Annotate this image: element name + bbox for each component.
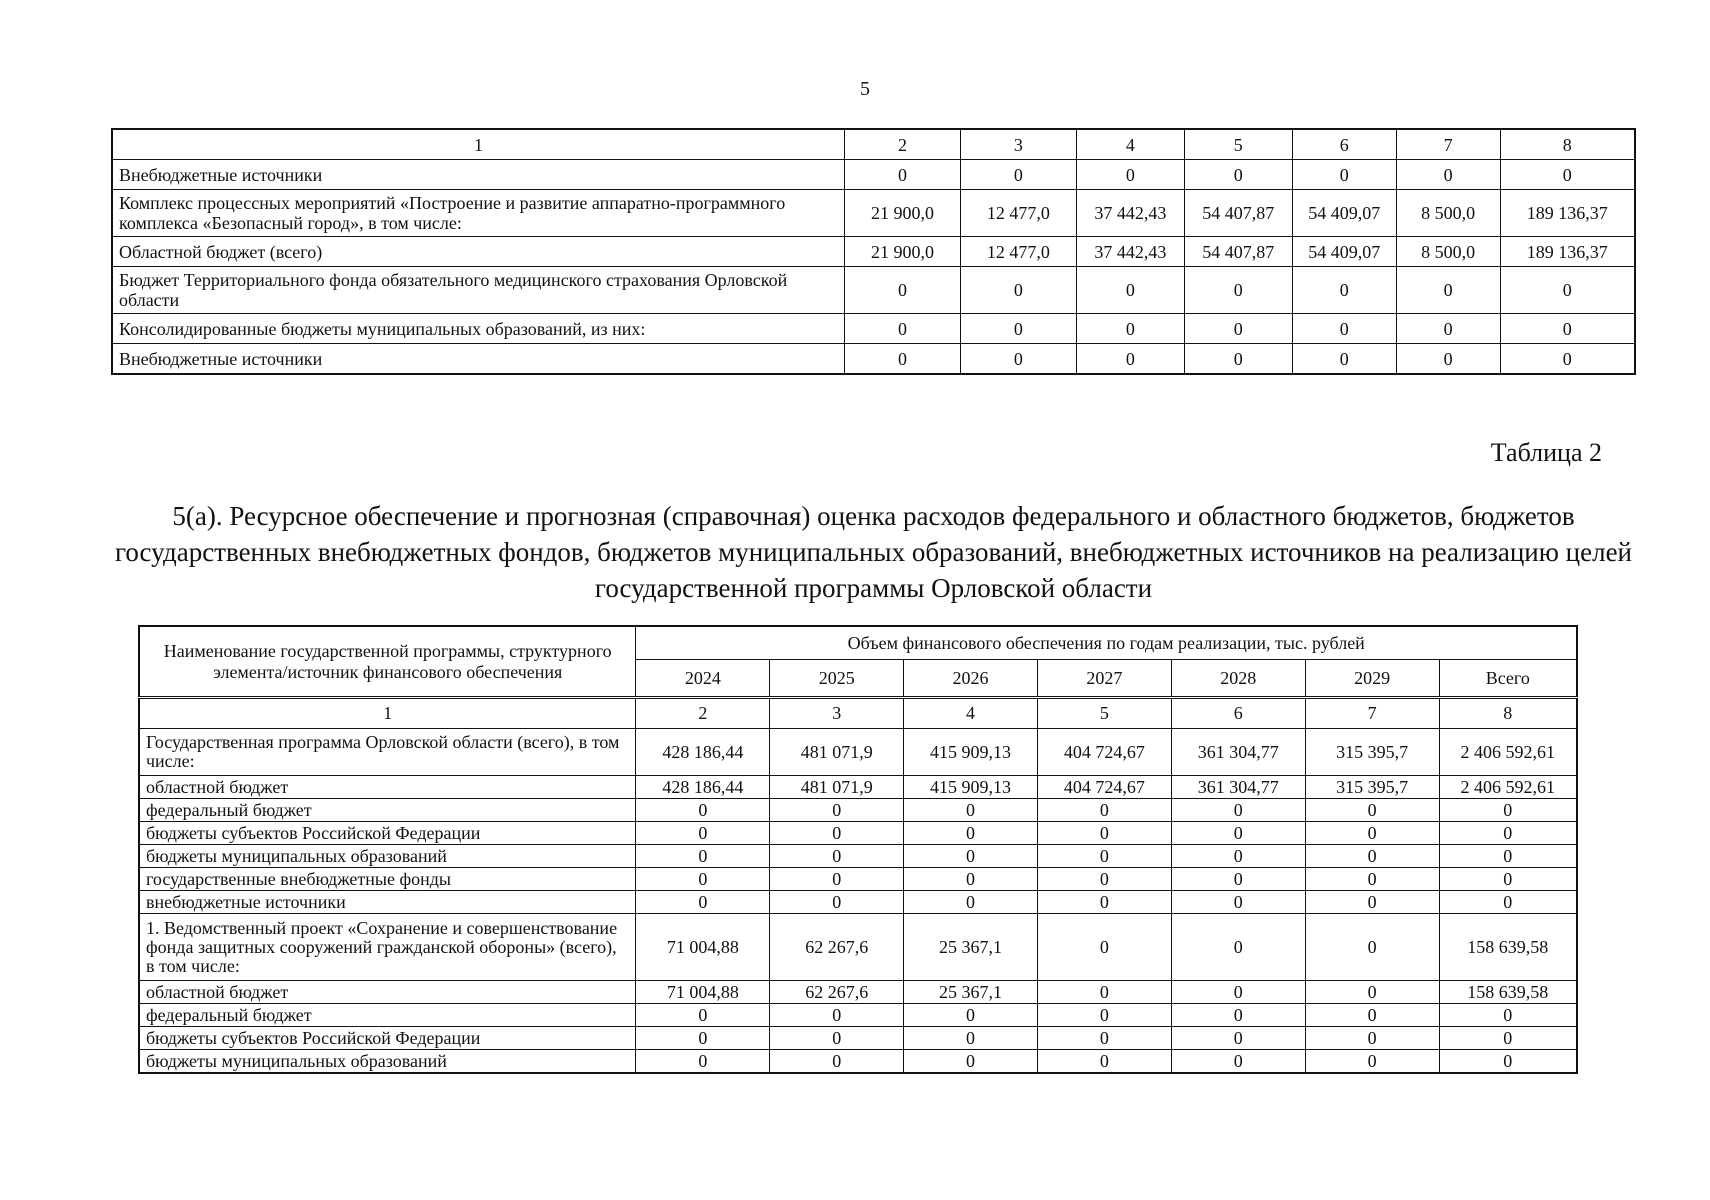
row-label: государственные внебюджетные фонды xyxy=(139,868,636,891)
cell-value: 404 724,67 xyxy=(1037,729,1171,776)
cell-value: 0 xyxy=(1439,1027,1577,1050)
cell-value: 8 500,0 xyxy=(1396,237,1500,267)
cell-value: 0 xyxy=(1396,314,1500,344)
cell-value: 481 071,9 xyxy=(770,776,904,799)
row-label: Внебюджетные источники xyxy=(112,160,845,190)
year-header: 2024 xyxy=(636,660,770,698)
row-label: федеральный бюджет xyxy=(139,799,636,822)
table-row xyxy=(112,314,1635,344)
row-label: бюджеты муниципальных образований xyxy=(139,1050,636,1074)
cell-value: 0 xyxy=(1500,314,1635,344)
table-row xyxy=(112,344,1635,375)
cell-value: 0 xyxy=(636,891,770,914)
cell-value: 0 xyxy=(904,868,1038,891)
cell-value: 21 900,0 xyxy=(845,237,961,267)
table-row xyxy=(139,1004,1577,1027)
cell-value: 0 xyxy=(1171,1004,1305,1027)
cell-value: 0 xyxy=(636,845,770,868)
cell-value: 8 500,0 xyxy=(1396,190,1500,237)
cell-value: 0 xyxy=(1171,822,1305,845)
cell-value: 428 186,44 xyxy=(636,776,770,799)
cell-value: 361 304,77 xyxy=(1171,776,1305,799)
cell-value: 0 xyxy=(904,891,1038,914)
row-label: федеральный бюджет xyxy=(139,1004,636,1027)
cell-value: 0 xyxy=(1076,344,1184,375)
cell-value: 0 xyxy=(1396,344,1500,375)
row-label: областной бюджет xyxy=(139,981,636,1004)
column-index: 4 xyxy=(904,698,1038,729)
cell-value: 0 xyxy=(1184,267,1292,314)
column-index: 3 xyxy=(770,698,904,729)
volume-header: Объем финансового обеспечения по годам реализации, тыс. рублей xyxy=(636,626,1577,660)
cell-value: 0 xyxy=(1439,868,1577,891)
cell-value: 415 909,13 xyxy=(904,729,1038,776)
cell-value: 2 406 592,61 xyxy=(1439,776,1577,799)
year-header: 2026 xyxy=(904,660,1038,698)
cell-value: 0 xyxy=(1171,868,1305,891)
cell-value: 0 xyxy=(1396,267,1500,314)
cell-value: 0 xyxy=(1037,1004,1171,1027)
cell-value: 71 004,88 xyxy=(636,981,770,1004)
row-label: бюджеты субъектов Российской Федерации xyxy=(139,822,636,845)
cell-value: 0 xyxy=(1305,868,1439,891)
column-index: 7 xyxy=(1396,129,1500,160)
table-row xyxy=(112,267,1635,314)
cell-value: 0 xyxy=(1037,845,1171,868)
row-label: Государственная программа Орловской области (всего), в том числе: xyxy=(139,729,636,776)
cell-value: 0 xyxy=(636,1004,770,1027)
column-index: 3 xyxy=(960,129,1076,160)
cell-value: 158 639,58 xyxy=(1439,981,1577,1004)
cell-value: 0 xyxy=(960,267,1076,314)
table-row xyxy=(139,891,1577,914)
column-index: 2 xyxy=(636,698,770,729)
cell-value: 0 xyxy=(845,267,961,314)
cell-value: 0 xyxy=(770,1004,904,1027)
cell-value: 0 xyxy=(904,1004,1038,1027)
cell-value: 2 406 592,61 xyxy=(1439,729,1577,776)
column-index: 7 xyxy=(1305,698,1439,729)
row-label: областной бюджет xyxy=(139,776,636,799)
column-index: 6 xyxy=(1171,698,1305,729)
table-row xyxy=(112,190,1635,237)
row-label: бюджеты субъектов Российской Федерации xyxy=(139,1027,636,1050)
column-index: 1 xyxy=(112,129,845,160)
cell-value: 0 xyxy=(1305,1027,1439,1050)
document-title: 5(а). Ресурсное обеспечение и прогнозная (справочная) оценка расходов федерального и областного бюджетов, бюджетов государственных внебюджетных фондов, бюджетов муниципальных образований, внебюджетных источников на реализацию целей государственной программы Орловской области xyxy=(114,501,1633,603)
cell-value: 0 xyxy=(1439,845,1577,868)
cell-value: 361 304,77 xyxy=(1171,729,1305,776)
column-index: 5 xyxy=(1037,698,1171,729)
cell-value: 0 xyxy=(1171,845,1305,868)
cell-value: 0 xyxy=(770,891,904,914)
table-row xyxy=(139,1027,1577,1050)
cell-value: 54 407,87 xyxy=(1184,237,1292,267)
cell-value: 0 xyxy=(1305,981,1439,1004)
cell-value: 0 xyxy=(904,799,1038,822)
cell-value: 71 004,88 xyxy=(636,914,770,981)
cell-value: 0 xyxy=(1305,845,1439,868)
cell-value: 25 367,1 xyxy=(904,914,1038,981)
cell-value: 0 xyxy=(1305,799,1439,822)
cell-value: 0 xyxy=(904,1027,1038,1050)
table-row xyxy=(139,822,1577,845)
column-index: 8 xyxy=(1439,698,1577,729)
cell-value: 0 xyxy=(636,1050,770,1074)
row-label: Областной бюджет (всего) xyxy=(112,237,845,267)
cell-value: 0 xyxy=(1171,981,1305,1004)
cell-value: 0 xyxy=(636,868,770,891)
cell-value: 481 071,9 xyxy=(770,729,904,776)
cell-value: 189 136,37 xyxy=(1500,190,1635,237)
year-header: 2027 xyxy=(1037,660,1171,698)
row-label: Внебюджетные источники xyxy=(112,344,845,375)
table-caption: Таблица 2 xyxy=(1490,438,1602,467)
year-header: 2028 xyxy=(1171,660,1305,698)
table-row xyxy=(139,914,1577,981)
cell-value: 0 xyxy=(1184,344,1292,375)
column-index: 5 xyxy=(1184,129,1292,160)
table-row xyxy=(139,868,1577,891)
cell-value: 54 409,07 xyxy=(1292,190,1396,237)
cell-value: 0 xyxy=(1171,1050,1305,1074)
cell-value: 0 xyxy=(770,868,904,891)
cell-value: 0 xyxy=(904,822,1038,845)
cell-value: 0 xyxy=(636,1027,770,1050)
year-header: 2029 xyxy=(1305,660,1439,698)
header-row xyxy=(139,626,1577,660)
table-row xyxy=(139,845,1577,868)
cell-value: 0 xyxy=(960,160,1076,190)
cell-value: 0 xyxy=(1184,160,1292,190)
column-index: 4 xyxy=(1076,129,1184,160)
cell-value: 0 xyxy=(960,344,1076,375)
budget-table-continuation xyxy=(111,128,1636,375)
resource-table xyxy=(138,625,1578,1074)
cell-value: 0 xyxy=(1037,822,1171,845)
cell-value: 315 395,7 xyxy=(1305,776,1439,799)
cell-value: 0 xyxy=(1500,160,1635,190)
table-row xyxy=(139,1050,1577,1074)
cell-value: 37 442,43 xyxy=(1076,190,1184,237)
column-index-row xyxy=(112,129,1635,160)
cell-value: 0 xyxy=(1171,799,1305,822)
cell-value: 0 xyxy=(770,822,904,845)
table-row xyxy=(139,729,1577,776)
cell-value: 0 xyxy=(1305,914,1439,981)
cell-value: 0 xyxy=(1184,314,1292,344)
cell-value: 0 xyxy=(1171,1027,1305,1050)
cell-value: 0 xyxy=(1439,1004,1577,1027)
column-index-row xyxy=(139,698,1577,729)
cell-value: 0 xyxy=(636,822,770,845)
cell-value: 0 xyxy=(845,160,961,190)
row-label: Бюджет Территориального фонда обязательного медицинского страхования Орловской области xyxy=(112,267,845,314)
cell-value: 428 186,44 xyxy=(636,729,770,776)
cell-value: 62 267,6 xyxy=(770,981,904,1004)
cell-value: 0 xyxy=(1292,314,1396,344)
cell-value: 0 xyxy=(1396,160,1500,190)
page-number: 5 xyxy=(860,78,870,100)
cell-value: 0 xyxy=(1076,314,1184,344)
cell-value: 0 xyxy=(1292,267,1396,314)
table-row xyxy=(139,776,1577,799)
table-row xyxy=(112,160,1635,190)
cell-value: 0 xyxy=(1037,1050,1171,1074)
cell-value: 404 724,67 xyxy=(1037,776,1171,799)
cell-value: 0 xyxy=(770,845,904,868)
row-label: 1. Ведомственный проект «Сохранение и совершенствование фонда защитных сооружений гражданской обороны» (всего), в том числе: xyxy=(139,914,636,981)
cell-value: 0 xyxy=(904,1050,1038,1074)
cell-value: 0 xyxy=(1439,1050,1577,1074)
cell-value: 189 136,37 xyxy=(1500,237,1635,267)
cell-value: 0 xyxy=(636,799,770,822)
cell-value: 0 xyxy=(960,314,1076,344)
cell-value: 37 442,43 xyxy=(1076,237,1184,267)
cell-value: 25 367,1 xyxy=(904,981,1038,1004)
cell-value: 0 xyxy=(1037,891,1171,914)
cell-value: 0 xyxy=(770,799,904,822)
cell-value: 0 xyxy=(1500,344,1635,375)
cell-value: 0 xyxy=(1037,981,1171,1004)
cell-value: 0 xyxy=(1292,160,1396,190)
cell-value: 12 477,0 xyxy=(960,237,1076,267)
cell-value: 0 xyxy=(1305,1004,1439,1027)
cell-value: 0 xyxy=(1037,914,1171,981)
row-label: внебюджетные источники xyxy=(139,891,636,914)
cell-value: 12 477,0 xyxy=(960,190,1076,237)
cell-value: 0 xyxy=(1305,891,1439,914)
cell-value: 0 xyxy=(1076,160,1184,190)
cell-value: 0 xyxy=(1037,1027,1171,1050)
column-index: 2 xyxy=(845,129,961,160)
cell-value: 54 409,07 xyxy=(1292,237,1396,267)
cell-value: 0 xyxy=(770,1027,904,1050)
row-label: бюджеты муниципальных образований xyxy=(139,845,636,868)
cell-value: 0 xyxy=(1076,267,1184,314)
cell-value: 54 407,87 xyxy=(1184,190,1292,237)
cell-value: 0 xyxy=(1439,891,1577,914)
cell-value: 0 xyxy=(904,845,1038,868)
cell-value: 0 xyxy=(1439,799,1577,822)
table-row xyxy=(112,237,1635,267)
cell-value: 0 xyxy=(1171,891,1305,914)
column-index: 8 xyxy=(1500,129,1635,160)
table-row xyxy=(139,981,1577,1004)
column-index: 6 xyxy=(1292,129,1396,160)
cell-value: 0 xyxy=(1439,822,1577,845)
column-index: 1 xyxy=(139,698,636,729)
cell-value: 0 xyxy=(1500,267,1635,314)
cell-value: 0 xyxy=(1037,868,1171,891)
cell-value: 0 xyxy=(1305,1050,1439,1074)
cell-value: 315 395,7 xyxy=(1305,729,1439,776)
cell-value: 0 xyxy=(845,314,961,344)
cell-value: 62 267,6 xyxy=(770,914,904,981)
cell-value: 0 xyxy=(1037,799,1171,822)
cell-value: 0 xyxy=(845,344,961,375)
cell-value: 158 639,58 xyxy=(1439,914,1577,981)
total-header: Всего xyxy=(1439,660,1577,698)
cell-value: 415 909,13 xyxy=(904,776,1038,799)
cell-value: 0 xyxy=(770,1050,904,1074)
year-header: 2025 xyxy=(770,660,904,698)
row-label: Комплекс процессных мероприятий «Построение и развитие аппаратно-программного комплекса «Безопасный город», в том числе: xyxy=(112,190,845,237)
row-label: Консолидированные бюджеты муниципальных образований, из них: xyxy=(112,314,845,344)
cell-value: 0 xyxy=(1292,344,1396,375)
name-column-header: Наименование государственной программы, структурного элемента/источник финансового обеспечения xyxy=(139,626,636,698)
table-row xyxy=(139,799,1577,822)
cell-value: 0 xyxy=(1305,822,1439,845)
cell-value: 0 xyxy=(1171,914,1305,981)
cell-value: 21 900,0 xyxy=(845,190,961,237)
